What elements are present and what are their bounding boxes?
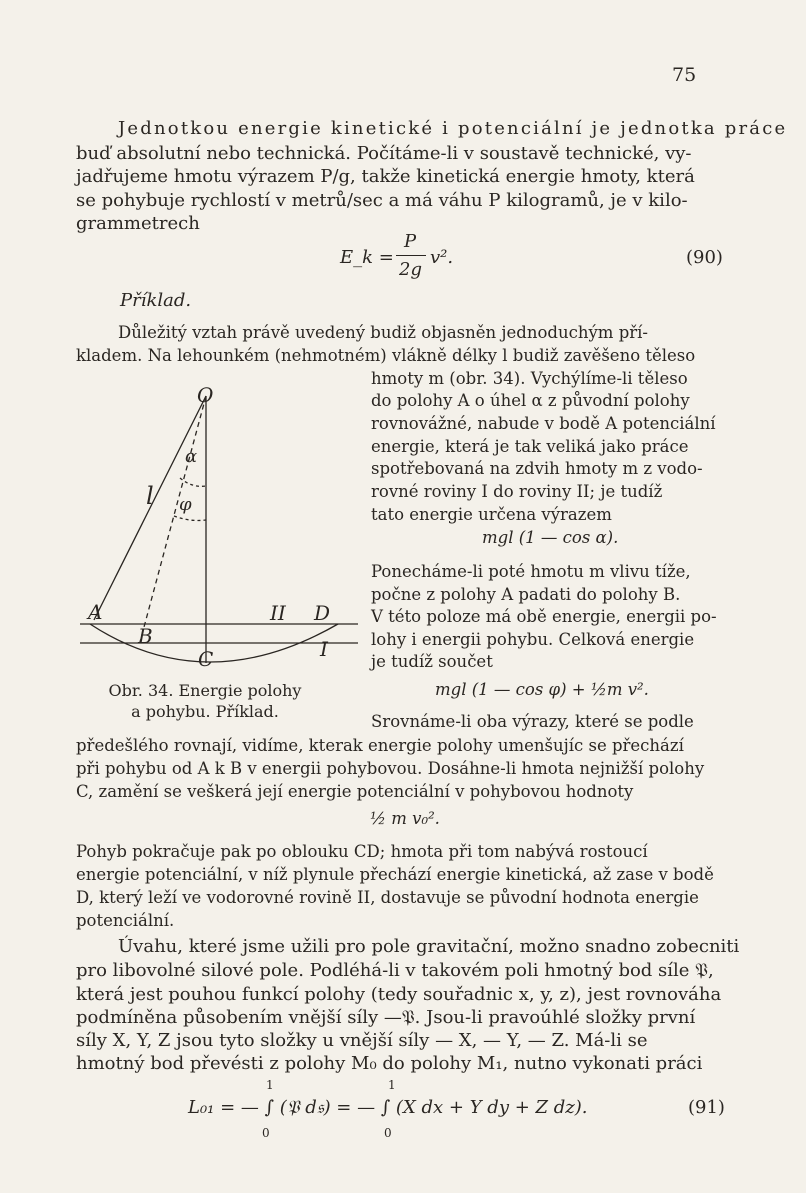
eq90-number: (90) (686, 247, 723, 268)
eq90-numerator: P (404, 231, 417, 252)
eq91-lower-limit-2: 0 (384, 1126, 392, 1140)
para6-line-5: síly X, Y, Z jsou tyto složky u vnější síly — X, — Y, — Z. Má-li se (76, 1030, 648, 1051)
eq90-tail: v². (430, 247, 454, 268)
para5-line-3: D, který leží ve vodorovné rovině II, dostavuje se původní hodnota energie (76, 888, 699, 907)
example-heading: Příklad. (120, 290, 192, 311)
eq91-upper-limit-2: 1 (388, 1078, 396, 1092)
para2-line-1: Důležitý vztah právě uvedený budiž objasněn jednoduchým pří- (118, 323, 648, 342)
figure-caption (90, 680, 320, 722)
para2-right-line-2: do polohy A o úhel α z původní polohy (371, 391, 690, 410)
para3-right-line-5: je tudíž součet (371, 652, 493, 671)
label-l: l (146, 482, 154, 510)
angle-arc-alpha (180, 478, 206, 486)
eq91-upper-limit-1: 1 (266, 1078, 274, 1092)
label-D: D (314, 601, 331, 625)
para5-line-4: potenciální. (76, 911, 175, 930)
eq90-denominator: 2g (399, 259, 422, 280)
eq91-lower-limit-1: 0 (262, 1126, 270, 1140)
page-number: 75 (672, 64, 697, 86)
para6-line-3: která jest pouhou funkcí polohy (tedy souřadnic x, y, z), jest rovnováha (76, 984, 722, 1005)
figure-caption-line-1: Obr. 34. Energie polohy (108, 681, 302, 700)
equation-kinetic: ½ m v₀². (370, 809, 440, 828)
para4-line-4: C, zamění se veškerá její energie potenciální v pohybovou hodnoty (76, 782, 634, 801)
eq91-number: (91) (688, 1097, 725, 1118)
label-C: C (198, 647, 214, 671)
para6-line-4: podmíněna působením vnější síly —𝔓. Jsou-li pravoúhlé složky první (76, 1007, 696, 1028)
eq90-lhs: E_k = (340, 247, 394, 268)
para1-line-2: buď absolutní nebo technická. Počítáme-li v soustavě technické, vy- (76, 143, 692, 164)
eq90-fraction-bar (396, 255, 426, 256)
para1-line-5: grammetrech (76, 213, 200, 234)
para2-right-line-7: tato energie určena výrazem (371, 505, 612, 524)
equation-mgl: mgl (1 — cos α). (482, 528, 619, 547)
para5-line-1: Pohyb pokračuje pak po oblouku CD; hmota při tom nabývá rostoucí (76, 842, 648, 861)
para6-line-6: hmotný bod převésti z polohy M₀ do polohy M₁, nutno vykonati práci (76, 1053, 703, 1074)
para4-line-1: Srovnáme-li oba výrazy, které se podle (371, 712, 694, 731)
para3-right-line-2: počne z polohy A padati do polohy B. (371, 585, 681, 604)
label-I: I (320, 637, 328, 661)
para2-right-line-4: energie, která je tak veliká jako práce (371, 437, 689, 456)
para2-right-line-1: hmoty m (obr. 34). Vychýlíme-li těleso (371, 369, 688, 388)
equation-sum: mgl (1 — cos φ) + ½m v². (435, 680, 649, 699)
label-B: B (138, 624, 153, 648)
eq91-body: L₀₁ = — ∫ (𝔓 d𝔰) = — ∫ (X dx + Y dy + Z dz). (188, 1097, 588, 1118)
figure-caption-line-2: a pohybu. Příklad. (131, 702, 279, 721)
figure-34-pendulum (76, 380, 366, 680)
label-phi: φ (179, 494, 192, 515)
para6-line-2: pro libovolné silové pole. Podléhá-li v takovém poli hmotný bod síle 𝔓, (76, 960, 714, 981)
para3-right-line-4: lohy i energii pohybu. Celková energie (371, 630, 695, 649)
para6-line-1: Úvahu, které jsme užili pro pole gravitační, možno snadno zobecniti (118, 936, 740, 957)
para1-line-4: se pohybuje rychlostí v metrů/sec a má váhu P kilogramů, je v kilo- (76, 190, 688, 211)
label-II: II (270, 601, 286, 625)
para2-line-2: kladem. Na lehounkém (nehmotném) vlákně délky l budiž zavěšeno těleso (76, 346, 696, 365)
para4-line-3: při pohybu od A k B v energii pohybovou. Dosáhne-li hmota nejnižší polohy (76, 759, 705, 778)
para4-line-2: předešlého rovnají, vidíme, kterak energie polohy umenšujíc se přechází (76, 736, 684, 755)
label-O: O (197, 383, 214, 407)
para1-line-3: jadřujeme hmotu výrazem P/g, takže kinetická energie hmoty, která (76, 166, 695, 187)
para2-right-line-3: rovnovážné, nabude v bodě A potenciální (371, 414, 716, 433)
label-alpha: α (185, 446, 198, 467)
para1-line-1: Jednotkou energie kinetické i potenciální je jednotka práce (118, 118, 788, 139)
para5-line-2: energie potenciální, v níž plynule přechází energie kinetická, až zase v bodě (76, 865, 714, 884)
angle-arc-phi (174, 516, 206, 521)
para3-right-line-3: V této poloze má obě energie, energii po- (371, 607, 717, 626)
para2-right-line-5: spotřebovaná na zdvih hmoty m z vodo- (371, 459, 703, 478)
string-to-B (140, 396, 206, 642)
para2-right-line-6: rovné roviny I do roviny II; je tudíž (371, 482, 663, 501)
para3-right-line-1: Ponecháme-li poté hmotu m vlivu tíže, (371, 562, 691, 581)
label-A: A (88, 600, 103, 624)
